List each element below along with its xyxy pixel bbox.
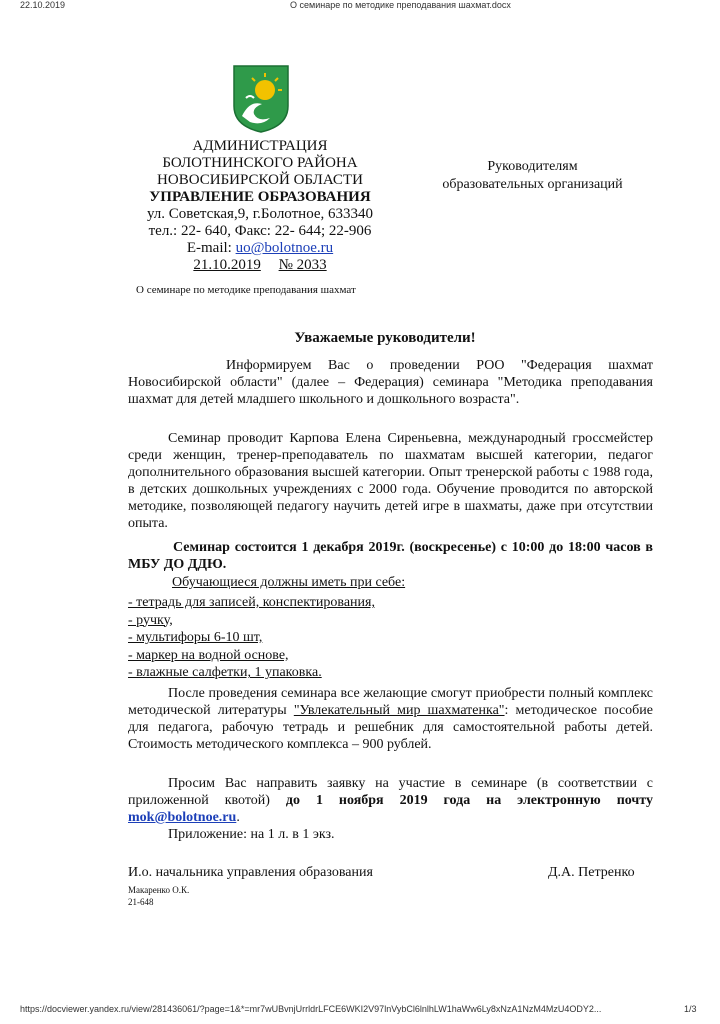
literature-title: "Увлекательный мир шахматенка" (293, 703, 505, 718)
letter-date: 21.10.2019 (193, 257, 261, 273)
list-item: - влажные салфетки, 1 упаковка. (128, 665, 322, 681)
greeting: Уважаемые руководители! (294, 330, 476, 346)
print-page-indicator: 1/3 (684, 1004, 697, 1014)
recipient-line-2: образовательных организаций (442, 177, 623, 192)
executor-phone: 21-648 (128, 897, 154, 907)
print-url: https://docviewer.yandex.ru/view/281436061/?page=1&*=mr7wUBvnjUrrldrLFCE6WKI2V97lnVybCl6lnlhLW1haWw6Ly8xNzA1NzM4MzU4ODY2... (20, 1004, 602, 1014)
list-item: - маркер на водной основе, (128, 647, 289, 663)
letterhead-date-number (130, 257, 390, 274)
paragraph-1: Информируем Вас о проведении РОО "Федерация шахмат Новосибирской области" (далее – Федерация) семинара "Методика преподавания шахмат для детей младшего школьного и дошкольного возраста". (128, 358, 653, 407)
paragraph-4 (128, 685, 653, 753)
application-email-link[interactable]: mok@bolotnoe.ru (128, 810, 237, 825)
letterhead-line-2: БОЛОТНИНСКОГО РАЙОНА (162, 155, 358, 171)
paragraph-5-end: . (236, 810, 240, 825)
attachment-note: Приложение: на 1 л. в 1 экз. (168, 827, 335, 842)
recipient-line-1: Руководителям (487, 159, 578, 174)
email-label: E-mail: (186, 240, 236, 256)
executor-name: Макаренко О.К. (128, 885, 190, 895)
email-link[interactable]: uo@bolotnoe.ru (235, 240, 334, 256)
letter-number: № 2033 (278, 257, 327, 273)
letter-subject: О семинаре по методике преподавания шахмат (136, 284, 356, 296)
letterhead-line-4: УПРАВЛЕНИЕ ОБРАЗОВАНИЯ (149, 189, 371, 205)
letterhead-line-3: НОВОСИБИРСКОЙ ОБЛАСТИ (157, 172, 363, 188)
paragraph-5-deadline: до 1 ноября 2019 года на электронную почту (285, 793, 653, 808)
letterhead-phones: тел.: 22- 640, Факс: 22- 644; 22-906 (148, 223, 372, 239)
executor-block (128, 884, 189, 908)
signature-name: Д.А. Петренко (548, 865, 635, 880)
print-doc-title: О семинаре по методике преподавания шахмат.docx (290, 0, 511, 10)
supplies-list (128, 594, 375, 682)
signature-position: И.о. начальника управления образования (128, 865, 373, 880)
list-item: - ручку, (128, 612, 173, 628)
letterhead-line-1: АДМИНИСТРАЦИЯ (192, 138, 328, 154)
letterhead-address: ул. Советская,9, г.Болотное, 633340 (146, 206, 374, 222)
letterhead (130, 138, 390, 274)
list-item: - тетрадь для записей, конспектирования, (128, 595, 375, 610)
list-item: - мультифоры 6-10 шт, (128, 630, 263, 646)
coat-of-arms-emblem (232, 64, 290, 134)
paragraph-4-start: После проведения семинара все желающие смогут приобрести полный комплекс методической литературы (128, 686, 653, 718)
paragraph-5 (128, 775, 653, 826)
paragraph-3-seminar-date: Семинар состоится 1 декабря 2019г. (воскресенье) с 10:00 до 18:00 часов в МБУ ДО ДДЮ. (128, 540, 653, 572)
recipient-block (410, 158, 655, 194)
print-date: 22.10.2019 (20, 0, 66, 10)
list-title: Обучающиеся должны иметь при себе: (172, 575, 406, 590)
paragraph-4-end: : методическое пособие для педагога, рабочую тетрадь и решебник для самостоятельной работы детей. Стоимость методического комплекса – 900 рублей. (128, 703, 653, 752)
paragraph-5-start: Просим Вас направить заявку на участие в семинаре (в соответствии с приложенной квотой) (128, 776, 653, 808)
paragraph-2: Семинар проводит Карпова Елена Сиреньевна, международный гроссмейстер среди женщин, тренер-преподаватель по шахматам высшей категории, педагог дополнительного образования высшей категории. Опыт тренерской работы с 1988 года, в детских дошкольных учреждениях с 2000 года. Обучение проводится по авторской методике, позволяющей педагогу научить детей игре в шахматы, даже при отсутствии опыта. (128, 431, 653, 531)
letterhead-email (130, 240, 390, 257)
